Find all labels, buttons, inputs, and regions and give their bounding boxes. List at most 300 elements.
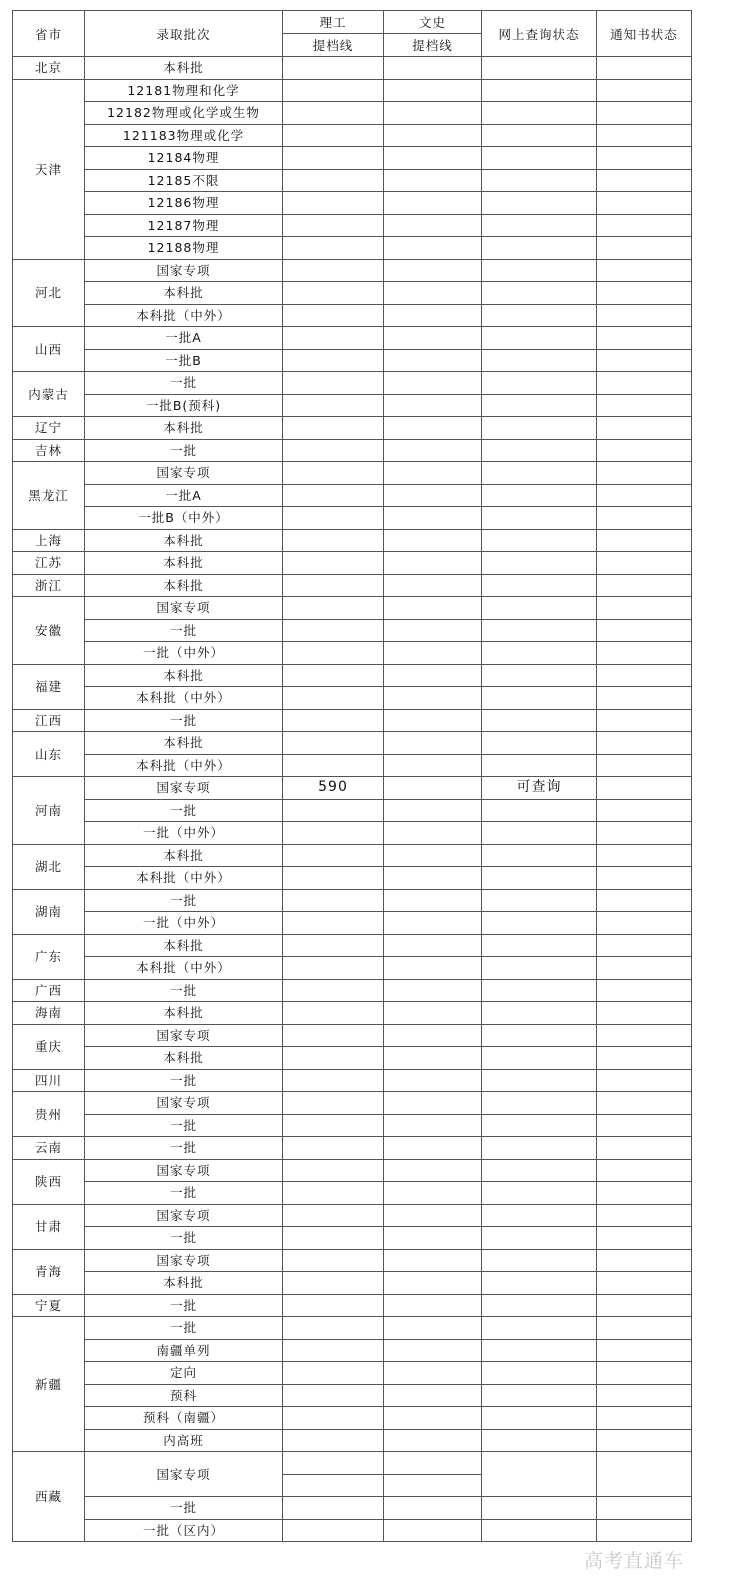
arts-score-cell [384,192,482,215]
table-row [13,282,692,305]
arts-score-cell [384,1452,482,1475]
science-score-cell [283,732,384,755]
province-cell: 新疆 [13,1317,85,1452]
notice-status-cell [597,619,692,642]
arts-score-cell [384,214,482,237]
online-status-cell [482,822,597,845]
table-row [13,417,692,440]
province-cell: 湖北 [13,844,85,889]
notice-status-cell [597,867,692,890]
arts-score-cell [384,417,482,440]
arts-score-cell [384,1227,482,1250]
online-status-cell [482,192,597,215]
batch-cell: 一批 [85,1497,283,1520]
science-score-cell [283,1002,384,1025]
notice-status-cell [597,124,692,147]
arts-score-cell [384,394,482,417]
arts-score-cell [384,1137,482,1160]
online-status-cell [482,1429,597,1452]
table-row [13,1497,692,1520]
arts-score-cell [384,1429,482,1452]
arts-score-cell [384,822,482,845]
science-score-cell [283,192,384,215]
batch-cell: 南疆单列 [85,1339,283,1362]
science-score-cell [283,1339,384,1362]
province-cell: 河南 [13,777,85,845]
notice-status-cell [597,282,692,305]
online-status-cell [482,169,597,192]
header-arts-sub: 提档线 [384,34,482,57]
science-score-cell [283,327,384,350]
notice-status-cell [597,1362,692,1385]
province-cell: 内蒙古 [13,372,85,417]
online-status-cell [482,394,597,417]
table-row [13,327,692,350]
science-score-cell [283,1429,384,1452]
notice-status-cell [597,1114,692,1137]
online-status-cell [482,439,597,462]
arts-score-cell [384,327,482,350]
batch-cell: 本科批 [85,1272,283,1295]
notice-status-cell [597,799,692,822]
science-score-cell [283,1182,384,1205]
online-status-cell [482,1137,597,1160]
province-cell: 江苏 [13,552,85,575]
online-status-cell [482,214,597,237]
notice-status-cell [597,687,692,710]
online-status-cell [482,709,597,732]
online-status-cell [482,642,597,665]
table-row [13,102,692,125]
batch-cell: 12186物理 [85,192,283,215]
arts-score-cell [384,934,482,957]
science-score-cell [283,1114,384,1137]
table-row [13,394,692,417]
arts-score-cell [384,799,482,822]
arts-score-cell [384,259,482,282]
notice-status-cell [597,1452,692,1497]
arts-score-cell [384,1114,482,1137]
batch-cell: 国家专项 [85,462,283,485]
science-score-cell [283,169,384,192]
province-cell: 浙江 [13,574,85,597]
province-cell: 黑龙江 [13,462,85,530]
batch-cell: 一批 [85,979,283,1002]
table-row [13,1114,692,1137]
arts-score-cell [384,912,482,935]
online-status-cell [482,1114,597,1137]
table-row [13,1204,692,1227]
arts-score-cell [384,1249,482,1272]
science-score-cell [283,259,384,282]
table-row [13,1137,692,1160]
table-row [13,889,692,912]
batch-cell: 12187物理 [85,214,283,237]
science-score-cell [283,799,384,822]
batch-cell: 本科批 [85,732,283,755]
online-status-cell [482,1384,597,1407]
table-header [13,11,692,57]
arts-score-cell [384,124,482,147]
arts-score-cell [384,372,482,395]
header-notice-status: 通知书状态 [597,11,692,57]
science-score-cell [283,889,384,912]
notice-status-cell [597,1429,692,1452]
online-status-cell [482,282,597,305]
arts-score-cell [384,732,482,755]
notice-status-cell [597,1497,692,1520]
science-score-cell: 590 [283,777,384,800]
province-cell: 云南 [13,1137,85,1160]
province-cell: 山西 [13,327,85,372]
notice-status-cell [597,844,692,867]
arts-score-cell [384,1519,482,1542]
province-cell: 海南 [13,1002,85,1025]
province-cell: 四川 [13,1069,85,1092]
province-cell: 陕西 [13,1159,85,1204]
notice-status-cell [597,597,692,620]
science-score-cell [283,597,384,620]
science-score-cell [283,439,384,462]
online-status-cell [482,1294,597,1317]
batch-cell: 121183物理或化学 [85,124,283,147]
batch-cell: 本科批（中外） [85,687,283,710]
batch-cell: 一批 [85,799,283,822]
batch-cell: 一批 [85,372,283,395]
online-status-cell [482,102,597,125]
arts-score-cell [384,1339,482,1362]
arts-score-cell [384,1362,482,1385]
online-status-cell [482,619,597,642]
table-row [13,709,692,732]
batch-cell: 本科批 [85,57,283,80]
arts-score-cell [384,237,482,260]
arts-score-cell [384,1069,482,1092]
table-row [13,1047,692,1070]
table-row [13,372,692,395]
notice-status-cell [597,1294,692,1317]
table-row [13,237,692,260]
notice-status-cell [597,169,692,192]
table-row [13,214,692,237]
notice-status-cell [597,237,692,260]
admission-score-table [12,10,692,1542]
science-score-cell [283,1249,384,1272]
science-score-cell [283,57,384,80]
notice-status-cell [597,327,692,350]
science-score-cell [283,822,384,845]
notice-status-cell [597,484,692,507]
science-score-cell [283,709,384,732]
arts-score-cell [384,1474,482,1497]
notice-status-cell [597,1384,692,1407]
table-row [13,1249,692,1272]
notice-status-cell [597,372,692,395]
arts-score-cell [384,439,482,462]
table-row [13,754,692,777]
notice-status-cell [597,1002,692,1025]
arts-score-cell [384,642,482,665]
notice-status-cell [597,147,692,170]
batch-cell: 本科批（中外） [85,304,283,327]
science-score-cell [283,1384,384,1407]
province-cell: 甘肃 [13,1204,85,1249]
arts-score-cell [384,1272,482,1295]
header-science: 理工 [283,11,384,34]
arts-score-cell [384,102,482,125]
science-score-cell [283,1362,384,1385]
notice-status-cell [597,1182,692,1205]
header-arts: 文史 [384,11,482,34]
science-score-cell [283,214,384,237]
batch-cell: 一批（中外） [85,822,283,845]
table-row [13,1339,692,1362]
arts-score-cell [384,754,482,777]
online-status-cell [482,507,597,530]
notice-status-cell [597,642,692,665]
batch-cell: 国家专项 [85,597,283,620]
science-score-cell [283,1092,384,1115]
table-row [13,597,692,620]
table-row [13,169,692,192]
online-status-cell [482,1182,597,1205]
table-row [13,1002,692,1025]
arts-score-cell [384,1047,482,1070]
batch-cell: 12182物理或化学或生物 [85,102,283,125]
table-row [13,1182,692,1205]
science-score-cell [283,1272,384,1295]
notice-status-cell [597,1407,692,1430]
batch-cell: 预科 [85,1384,283,1407]
notice-status-cell [597,574,692,597]
province-cell: 广东 [13,934,85,979]
batch-cell: 本科批 [85,282,283,305]
science-score-cell [283,529,384,552]
science-score-cell [283,1024,384,1047]
arts-score-cell [384,282,482,305]
arts-score-cell [384,687,482,710]
table-row [13,147,692,170]
arts-score-cell [384,1384,482,1407]
notice-status-cell [597,417,692,440]
online-status-cell [482,1092,597,1115]
science-score-cell [283,417,384,440]
header-online-status: 网上查询状态 [482,11,597,57]
online-status-cell [482,912,597,935]
online-status-cell [482,349,597,372]
notice-status-cell [597,507,692,530]
online-status-cell [482,124,597,147]
table-row [13,799,692,822]
arts-score-cell [384,169,482,192]
batch-cell: 国家专项 [85,777,283,800]
online-status-cell [482,552,597,575]
science-score-cell [283,1294,384,1317]
table-row [13,439,692,462]
arts-score-cell [384,1182,482,1205]
arts-score-cell [384,349,482,372]
table-row [13,664,692,687]
notice-status-cell [597,394,692,417]
notice-status-cell [597,1227,692,1250]
arts-score-cell [384,79,482,102]
table-row [13,1069,692,1092]
province-cell: 重庆 [13,1024,85,1069]
batch-cell: 本科批（中外） [85,867,283,890]
online-status-cell [482,1002,597,1025]
science-score-cell [283,1497,384,1520]
province-cell: 天津 [13,79,85,259]
province-cell: 辽宁 [13,417,85,440]
arts-score-cell [384,957,482,980]
online-status-cell [482,574,597,597]
watermark-text: 高考直通车 [584,1550,685,1572]
batch-cell: 12185不限 [85,169,283,192]
batch-cell: 一批A [85,484,283,507]
science-score-cell [283,507,384,530]
science-score-cell [283,867,384,890]
arts-score-cell [384,619,482,642]
province-cell: 吉林 [13,439,85,462]
batch-cell: 本科批（中外） [85,754,283,777]
online-status-cell [482,1497,597,1520]
province-cell: 福建 [13,664,85,709]
online-status-cell [482,1047,597,1070]
batch-cell: 一批（中外） [85,642,283,665]
batch-cell: 一批 [85,889,283,912]
online-status-cell [482,372,597,395]
table-row [13,732,692,755]
science-score-cell [283,1317,384,1340]
header-science-sub: 提档线 [283,34,384,57]
province-cell: 贵州 [13,1092,85,1137]
online-status-cell [482,79,597,102]
arts-score-cell [384,1204,482,1227]
arts-score-cell [384,304,482,327]
notice-status-cell [597,912,692,935]
online-status-cell [482,1249,597,1272]
online-status-cell [482,1339,597,1362]
notice-status-cell [597,1092,692,1115]
science-score-cell [283,619,384,642]
table-row [13,957,692,980]
online-status-cell [482,664,597,687]
table-row [13,1272,692,1295]
notice-status-cell [597,349,692,372]
online-status-cell [482,799,597,822]
online-status-cell [482,1452,597,1497]
online-status-cell [482,1069,597,1092]
province-cell: 安徽 [13,597,85,665]
table-row [13,777,692,800]
science-score-cell [283,1407,384,1430]
online-status-cell [482,259,597,282]
science-score-cell [283,957,384,980]
province-cell: 宁夏 [13,1294,85,1317]
batch-cell: 国家专项 [85,259,283,282]
online-status-cell [482,529,597,552]
notice-status-cell [597,1137,692,1160]
batch-cell: 国家专项 [85,1204,283,1227]
notice-status-cell [597,214,692,237]
science-score-cell [283,1204,384,1227]
table-row [13,979,692,1002]
science-score-cell [283,147,384,170]
online-status-cell [482,57,597,80]
arts-score-cell [384,1002,482,1025]
arts-score-cell [384,1317,482,1340]
batch-cell: 本科批 [85,1002,283,1025]
notice-status-cell [597,259,692,282]
notice-status-cell [597,1272,692,1295]
batch-cell: 一批 [85,1294,283,1317]
table-row [13,687,692,710]
science-score-cell [283,1519,384,1542]
arts-score-cell [384,777,482,800]
science-score-cell [283,664,384,687]
online-status-cell [482,687,597,710]
table-row [13,529,692,552]
batch-cell: 一批B(预科) [85,394,283,417]
arts-score-cell [384,664,482,687]
notice-status-cell [597,304,692,327]
online-status-cell [482,844,597,867]
notice-status-cell [597,102,692,125]
notice-status-cell [597,664,692,687]
science-score-cell [283,1069,384,1092]
online-status-cell: 可查询 [482,777,597,800]
notice-status-cell [597,709,692,732]
notice-status-cell [597,1204,692,1227]
table-row [13,1407,692,1430]
notice-status-cell [597,1519,692,1542]
batch-cell: 本科批（中外） [85,957,283,980]
batch-cell: 一批 [85,439,283,462]
online-status-cell [482,889,597,912]
province-cell: 西藏 [13,1452,85,1542]
batch-cell: 12181物理和化学 [85,79,283,102]
science-score-cell [283,912,384,935]
province-cell: 湖南 [13,889,85,934]
science-score-cell [283,552,384,575]
table-row [13,844,692,867]
batch-cell: 12184物理 [85,147,283,170]
arts-score-cell [384,889,482,912]
table-row [13,79,692,102]
notice-status-cell [597,439,692,462]
batch-cell: 本科批 [85,664,283,687]
table-row [13,1429,692,1452]
online-status-cell [482,327,597,350]
online-status-cell [482,1272,597,1295]
science-score-cell [283,79,384,102]
table-row [13,642,692,665]
table-row [13,1294,692,1317]
table-row [13,934,692,957]
batch-cell: 一批 [85,1069,283,1092]
notice-status-cell [597,957,692,980]
notice-status-cell [597,822,692,845]
arts-score-cell [384,552,482,575]
batch-cell: 一批B（中外） [85,507,283,530]
province-cell: 广西 [13,979,85,1002]
batch-cell: 国家专项 [85,1092,283,1115]
online-status-cell [482,934,597,957]
arts-score-cell [384,1024,482,1047]
table-row [13,462,692,485]
table-row [13,1227,692,1250]
arts-score-cell [384,979,482,1002]
